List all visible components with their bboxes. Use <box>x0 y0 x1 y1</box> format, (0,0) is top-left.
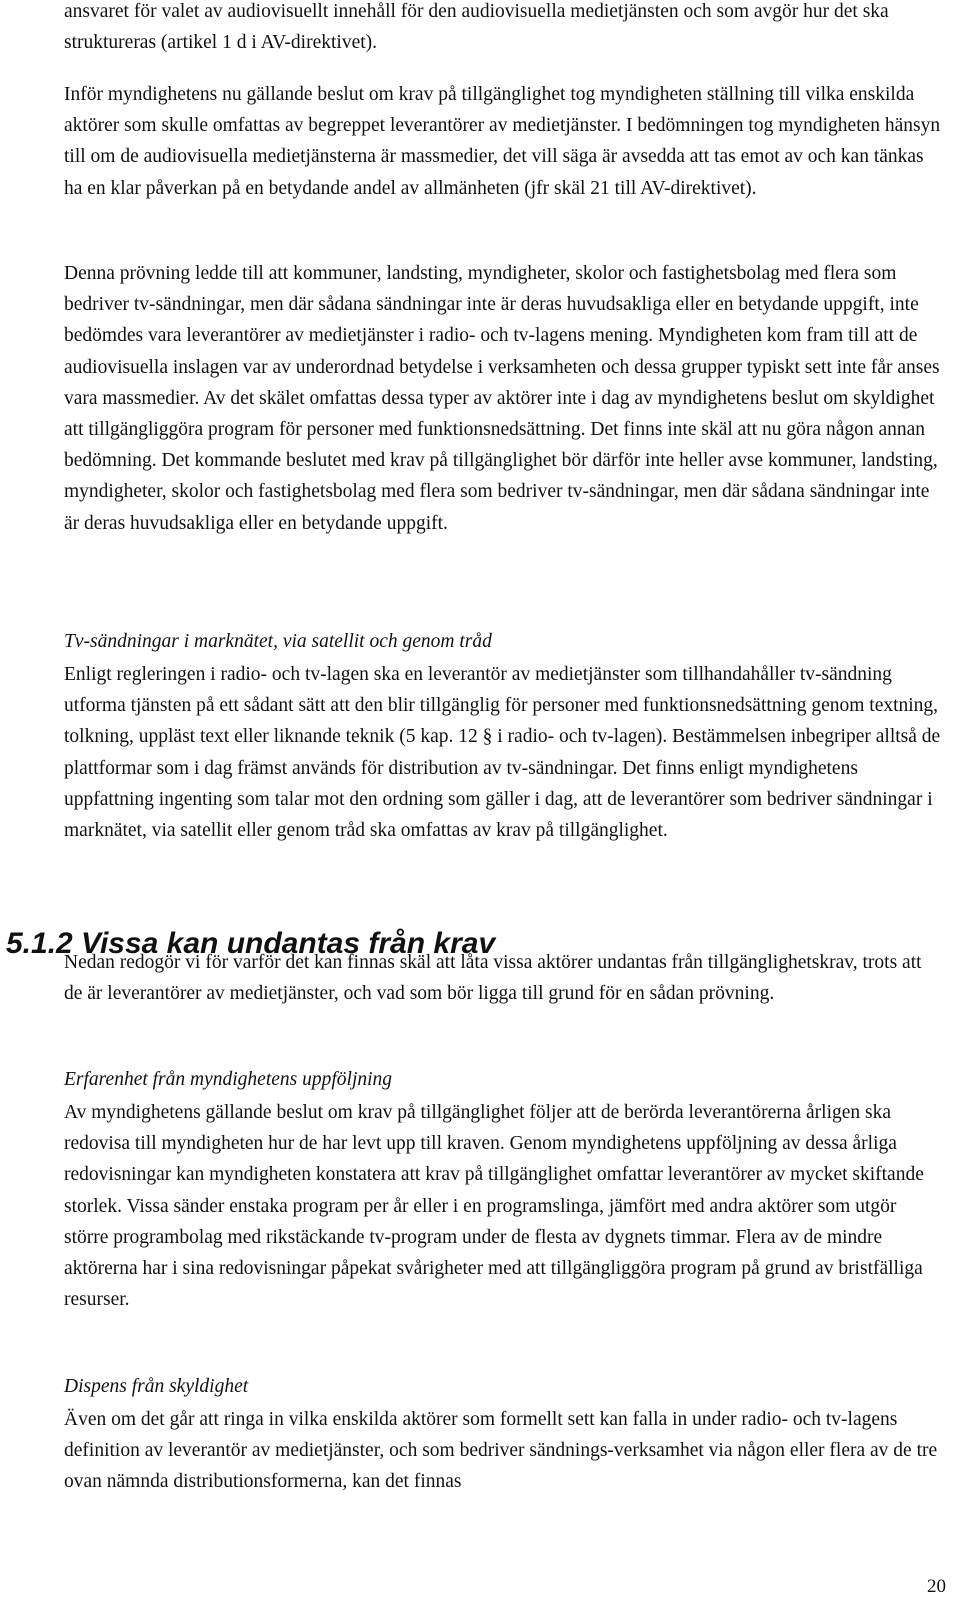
subheading-tv-sandningar: Tv-sändningar i marknätet, via satellit och genom tråd <box>64 631 492 652</box>
paragraph-nedan-redogor: Nedan redogör vi för varför det kan finnas skäl att låta vissa aktörer undantas från tillgänglighetskrav, trots att de är leverantörer av medietjänster, och vad som bör ligga till grund för en sådan prövning. <box>64 952 922 1005</box>
section-heading: 5.1.2 Vissa kan undantas från krav <box>6 927 496 960</box>
paragraph-provning-kommuner: Denna prövning ledde till att kommuner, landsting, myndigheter, skolor och fastighetsbolag med flera som bedriver tv-sändningar, men där sådana sändningar inte är deras huvudsakliga eller en betydande uppgift, inte bedömdes vara leverantörer av medietjänster i radio- och tv-lagens mening. Myndigheten kom fram till att de audiovisuella inslagen var av underordnad betydelse i verksamheten och dessa grupper typiskt sett inte får anses vara massmedier. Av det skälet omfattas dessa typer av aktörer inte i dag av myndighetens beslut om skyldighet att tillgängliggöra program för personer med funktionsnedsättning. Det finns inte skäl att nu göra någon annan bedömning. Det kommande beslutet med krav på tillgänglighet bör därför inte heller avse kommuner, landsting, myndigheter, skolor och fastighetsbolag med flera som bedriver tv-sändningar, men där sådana sändningar inte är deras huvudsakliga eller en betydande uppgift. <box>64 263 940 534</box>
paragraph-regleringen: Enligt regleringen i radio- och tv-lagen ska en leverantör av medietjänster som tillhandahåller tv-sändning utforma tjänsten på ett sådant sätt att den blir tillgänglig för personer med funktionsnedsättning genom textning, tolkning, uppläst text eller liknande teknik (5 kap. 12 § i radio- och tv-lagen). Bestämmelsen inbegriper alltså de plattformar som i dag främst används för distribution av tv-sändningar. Det finns enligt myndighetens uppfattning ingenting som talar mot den ordning som gäller i dag, att de leverantörer som bedriver sändningar i marknätet, via satellit eller genom tråd ska omfattas av krav på tillgänglighet. <box>64 664 941 842</box>
paragraph-av-direktivet-ansvar: ansvaret för valet av audiovisuellt innehåll för den audiovisuella medietjänsten och som avgör hur det ska struktureras (artikel 1 d i AV-direktivet). <box>64 1 889 54</box>
subheading-erfarenhet: Erfarenhet från myndighetens uppföljning <box>64 1069 393 1090</box>
paragraph-dispens: Även om det går att ringa in vilka enskilda aktörer som formellt sett kan falla in under radio- och tv-lagens definition av leverantör av medietjänster, och som bedriver sändnings-verksamhet via någon eller flera av de tre ovan nämnda distributionsformerna, kan det finnas <box>64 1409 938 1493</box>
paragraph-enskilda-aktorer: Inför myndighetens nu gällande beslut om krav på tillgänglighet tog myndigheten ställning till vilka enskilda aktörer som skulle omfattas av begreppet leverantörer av medietjänster. I bedömningen tog myndigheten hänsyn till om de audiovisuella medietjänsterna är massmedier, det vill säga är avsedda att tas emot av och kan tänkas ha en klar påverkan på en betydande andel av allmänheten (jfr skäl 21 till AV-direktivet). <box>64 84 941 199</box>
page-number: 20 <box>927 1576 946 1597</box>
subheading-dispens: Dispens från skyldighet <box>64 1376 249 1397</box>
paragraph-uppfoljning: Av myndighetens gällande beslut om krav på tillgänglighet följer att de berörda leverantörerna årligen ska redovisa till myndigheten hur de har levt upp till kraven. Genom myndighetens uppföljning av dessa årliga redovisningar kan myndigheten konstatera att krav på tillgänglighet omfattar leverantörer av mycket skiftande storlek. Vissa sänder enstaka program per år eller i en programslinga, jämfört med andra aktörer som utgör större programbolag med rikstäckande tv-program under de flesta av dygnets timmar. Flera av de mindre aktörerna har i sina redovisningar påpekat svårigheter med att tillgängliggöra program på grund av bristfälliga resurser. <box>64 1102 924 1311</box>
